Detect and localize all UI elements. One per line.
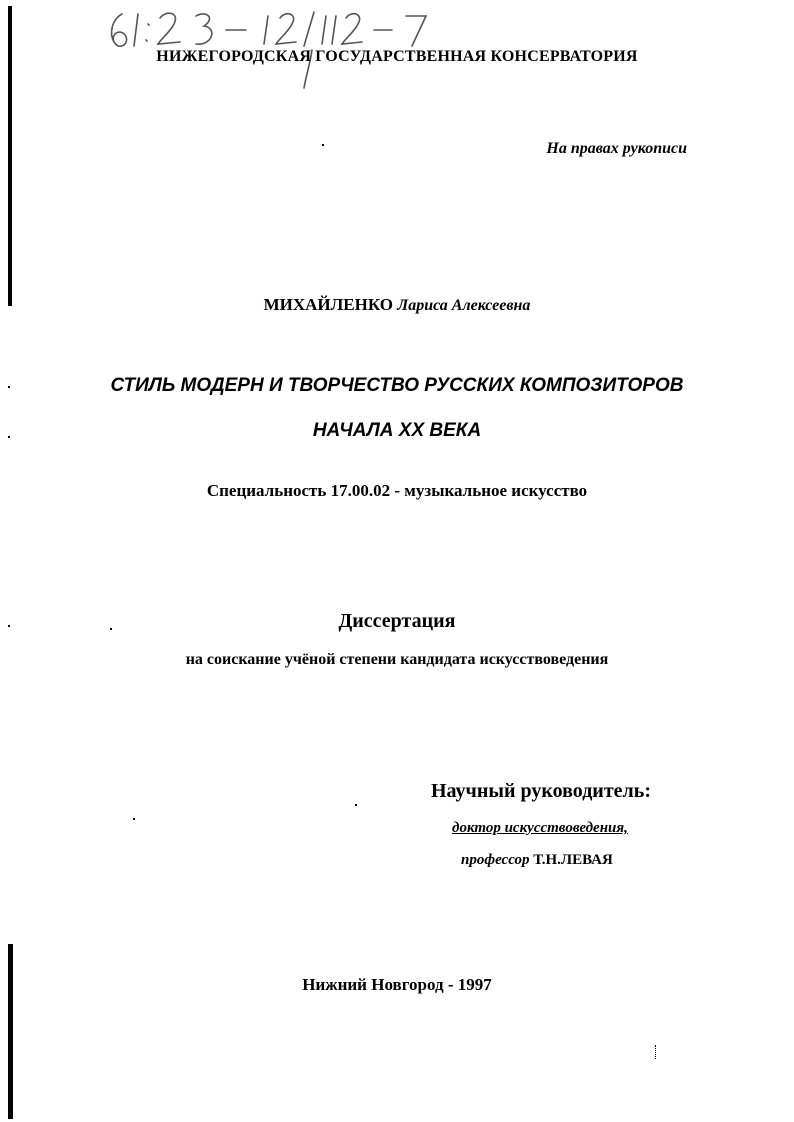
scan-speck xyxy=(133,818,135,820)
scan-edge-mark-bottom xyxy=(8,944,13,1119)
specialty: Специальность 17.00.02 - музыкальное искусство xyxy=(206,481,588,500)
document-purpose: на соискание учёной степени кандидата искусствоведения xyxy=(185,651,609,668)
supervisor-label: Научный руководитель: xyxy=(431,780,651,802)
supervisor-degree: доктор искусствоведения, xyxy=(452,820,628,836)
supervisor-name: Т.Н.ЛЕВАЯ xyxy=(533,852,613,868)
supervisor xyxy=(461,852,613,869)
author-name xyxy=(0,295,794,315)
institution-name: НИЖЕГОРОДСКАЯ ГОСУДАРСТВЕННАЯ КОНСЕРВАТОРИЯ xyxy=(156,48,638,65)
scan-speck xyxy=(655,1045,664,1059)
handwritten-catalogue-number xyxy=(100,0,700,92)
supervisor-rank: профессор xyxy=(461,852,530,868)
scan-speck xyxy=(322,144,324,146)
author-surname: МИХАЙЛЕНКО xyxy=(263,295,393,314)
rights-note: На правах рукописи xyxy=(546,140,687,157)
scan-speck xyxy=(355,804,357,806)
dissertation-title-line-2: НАЧАЛА XX ВЕКА xyxy=(312,420,482,441)
place-and-year: Нижний Новгород - 1997 xyxy=(302,975,492,994)
document-type: Диссертация xyxy=(338,610,456,632)
author-given-names: Лариса Алексеевна xyxy=(397,297,531,314)
dissertation-title-line-1: СТИЛЬ МОДЕРН И ТВОРЧЕСТВО РУССКИХ КОМПОЗИТОРОВ xyxy=(110,375,684,396)
